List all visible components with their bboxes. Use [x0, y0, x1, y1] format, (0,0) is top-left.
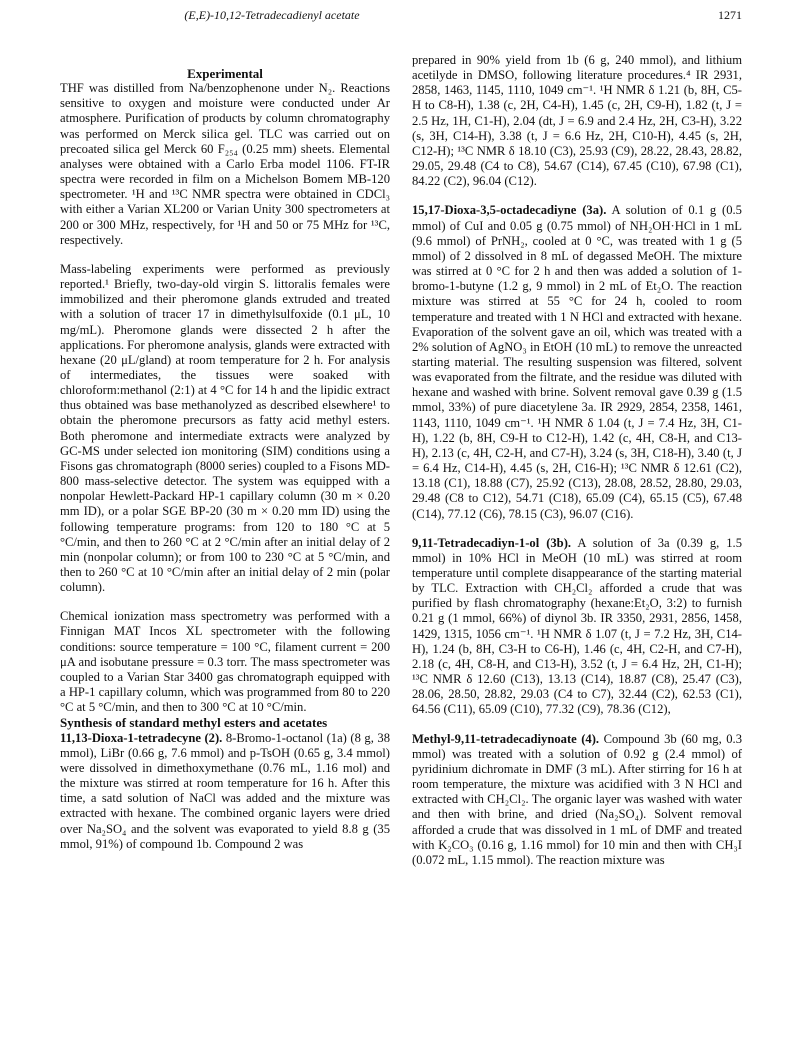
section-heading-experimental: Experimental — [187, 66, 263, 81]
paragraph-compound-2 — [60, 731, 390, 852]
paragraph-compound-2-continued: prepared in 90% yield from 1b (6 g, 240 mmol), and lithium acetilyde in DMSO, following literature procedures.⁴ IR 2931, 2858, 1463, 1145, 1110, 1049 cm⁻¹. ¹H NMR δ 1.21 (b, 8H, C5-H to C8-H), 1.38 (c, 2H, C4-H), 1.45 (c, 2H, C9-H), 1.82 (t, J = 2.5 Hz, 1H, C1-H), 2.04 (dt, J = 6.9 and 2.4 Hz, 2H, C3-H), 3.22 (s, 3H, C14-H), 3.38 (t, J = 6.6 Hz, 2H, C10-H), 4.45 (s, 2H, C12-H); ¹³C NMR δ 18.10 (C3), 25.93 (C9), 28.22, 28.43, 28.82, 29.05, 29.48 (C4 to C8), 54.67 (C14), 67.45 (C10), 67.98 (C1), 84.22 (C2), 96.04 (C12). — [412, 53, 742, 189]
running-head — [62, 8, 742, 24]
compound-body-3b: A solution of 3a (0.39 g, 1.5 mmol) in 10% HCl in MeOH (10 mL) was stirred at room temperature until complete disappearance of the starting material by TLC. Extraction with CH₂Cl₂ afforded a crude that was purified by flash chromatography (hexane:Et₂O, 3:2) to furnish 0.21 g (1 mmol, 66%) of diynol 3b. IR 3350, 2931, 2856, 1458, 1429, 1315, 1056 cm⁻¹. ¹H NMR δ 1.07 (t, J = 7.2 Hz, 3H, C14-H), 1.24 (b, 8H, C3-H to C6-H), 1.46 (c, 4H, C2-H, and C7-H), 2.18 (c, 4H, C8-H, and C13-H), 3.52 (t, J = 6.4 Hz, 2H, C1-H); ¹³C NMR δ 12.60 (C13), 13.13 (C14), 18.87 (C8), 25.47 (C3), 28.06, 28.50, 28.82, 29.03 (C4 to C7), 32.44 (C2), 62.53 (C1), 64.56 (C11), 65.09 (C10), 77.32 (C9), 78.36 (C12), — [412, 535, 742, 717]
paragraph-chemical-ionization: Chemical ionization mass spectrometry was performed with a Finnigan MAT Incos XL spectrometer with the following conditions: source temperature = 100 °C, filament current = 200 μA and isobutane pressure = 0.3 torr. The mass spectrometer was coupled to a Varian Star 3400 gas chromatograph equipped with a HP-1 capillary column, which was programmed from 80 to 220 °C at 5 °C/min, and then to 300 °C at 10 °C/min. — [60, 609, 390, 715]
running-title: (E,E)-10,12-Tetradecadienyl acetate — [184, 8, 360, 22]
compound-title-2: 11,13-Dioxa-1-tetradecyne (2). — [60, 730, 223, 745]
compound-title-3a: 15,17-Dioxa-3,5-octadecadiyne (3a). — [412, 203, 607, 218]
paragraph-compound-3a — [412, 203, 742, 521]
paragraph-compound-4 — [412, 732, 742, 868]
paragraph-general-methods: THF was distilled from Na/benzophenone under N₂. Reactions sensitive to oxygen and moisture were conducted under Ar atmosphere. Purification of products by column chromatography was performed on Merck silica gel. TLC was carried out on precoated silica gel Merck 60 F₂₅₄ (0.25 mm) sheets. Elemental analyses were obtained with a Carlo Erba model 1106. FT-IR spectra were recorded in film on a Michelson Bomem MB-120 spectrometer. ¹H and ¹³C NMR spectra were obtained in CDCl₃ with either a Varian XL200 or Varian Unity 300 spectrometers at 200 or 300 MHz, respectively, for ¹H and 50 or 75 MHz for ¹³C, respectively. — [60, 81, 390, 247]
compound-title-4: Methyl-9,11-tetradecadiynoate (4). — [412, 731, 600, 746]
left-column — [60, 66, 390, 852]
paragraph-compound-3b — [412, 536, 742, 718]
right-column — [412, 53, 742, 868]
compound-body-2: 8-Bromo-1-octanol (1a) (8 g, 38 mmol), LiBr (0.66 g, 7.6 mmol) and p-TsOH (0.65 g, 3.4 mmol) were dissolved in dimethoxymethane (0.76 mL, 1.16 mol) and the mixture was stirred at room temperature for 16 h. After this time, a satd solution of NaCl was added and the mixture was extracted with hexane. The combined organic layers were dried over Na₂SO₄ and the solvent was evaporated to yield 8.8 g (35 mmol, 91%) of compound 1b. Compound 2 was — [60, 730, 390, 851]
compound-body-4: Compound 3b (60 mg, 0.3 mmol) was treated with a solution of 0.92 g (2.4 mmol) of pyridinium dichromate in DMF (3 mL). After stirring for 16 h at room temperature, the mixture was acidified with 3 N HCl and extracted with CH₂Cl₂. The organic layer was washed with water and then with brine, and dried (Na₂SO₄). Solvent removal afforded a crude that was dissolved in 1 mL of DMF and treated with K₂CO₃ (0.16 g, 1.16 mmol) for 10 min and then with CH₃I (0.072 mL, 1.15 mmol). The reaction mixture was — [412, 731, 742, 867]
section-heading-synthesis: Synthesis of standard methyl esters and acetates — [60, 715, 328, 731]
compound-title-3b: 9,11-Tetradecadiyn-1-ol (3b). — [412, 535, 572, 550]
compound-body-3a: A solution of 0.1 g (0.5 mmol) of CuI and 0.05 g (0.75 mmol) of NH₂OH·HCl in 1 mL (9.6 mmol) of PrNH₂, cooled at 0 °C, was treated with 1 g (5 mmol) of 2 dissolved in 8 mL of degassed MeOH. The mixture was stirred at 0 °C for 2 h and then was added a solution of 1-bromo-1-butyne (1.2 g, 9 mmol) in 2 mL of Et₂O. The reaction mixture was stirred at 55 °C for 24 h, cooled to room temperature and treated with 1 N HCl and extracted with hexane. Evaporation of the solvent gave an oil, which was treated with a 2% solution of AgNO₃ in EtOH (10 mL) to remove the unreacted starting material. The resulting suspension was filtered, solvent was evaporated from the filtrate, and the residue was diluted with hexane and washed with brine. Solvent removal gave 0.39 g (1.5 mmol, 33%) of pure diacetylene 3a. IR 2929, 2854, 2358, 1461, 1143, 1110, 1049 cm⁻¹. ¹H NMR δ 1.04 (t, J = 7.4 Hz, 3H, C1-H), 1.22 (b, 8H, C9-H to C12-H), 1.42 (c, 4H, C8-H, and C13-H), 2.13 (c, 4H, C2-H, and C7-H), 3.24 (s, 3H, C18-H), 3.40 (t, J = 6.4 Hz, C14-H), 4.45 (s, 2H, C16-H); ¹³C NMR δ 12.61 (C2), 13.18 (C1), 18.88 (C7), 25.92 (C13), 28.08, 28.52, 28.80, 29.03, 29.48 (C8 to C12), 54.71 (C18), 65.09 (C4), 65.15 (C5), 67.48 (C14), 77.12 (C6), 78.15 (C3), 96.07 (C16). — [412, 203, 742, 521]
paragraph-mass-labeling: Mass-labeling experiments were performed as previously reported.¹ Briefly, two-day-old virgin S. littoralis females were immobilized and their pheromone glands extruded and treated with a solution of tracer 17 in dimethylsulfoxide (0.1 μL, 10 mg/mL). Pheromone glands were dissected 2 h after the applications. For pheromone analysis, glands were extracted with hexane (20 μL/gland) at room temperature for 2 h. For analysis of intermediates, the tissues were soaked with chloroform:methanol (2:1) at 4 °C for 14 h and the lipidic extract thus obtained was base methanolyzed as described elsewhere¹ to obtain the pheromone precursors as fatty acid methyl esters. Both pheromone and intermediate extracts were analyzed by GC-MS under selected ion monitoring (SIM) conditions using a Fisons gas chromatograph (8000 series) coupled to a Fisons MD-800 mass-selective detector. The system was equipped with a nonpolar Hewlett-Packard HP-1 capillary column (30 m × 0.20 mm ID), or a polar SGE BP-20 (30 m × 0.20 mm ID) using the following temperature programs: from 120 to 180 °C at 5 °C/min, and then to 260 °C at 2 °C/min after an initial delay of 2 min (nonpolar column); or from 100 to 230 °C at 5 °C/min, and then to 260 °C at 10 °C/min after an initial delay of 2 min (polar column). — [60, 261, 390, 595]
page-number: 1271 — [718, 8, 742, 22]
